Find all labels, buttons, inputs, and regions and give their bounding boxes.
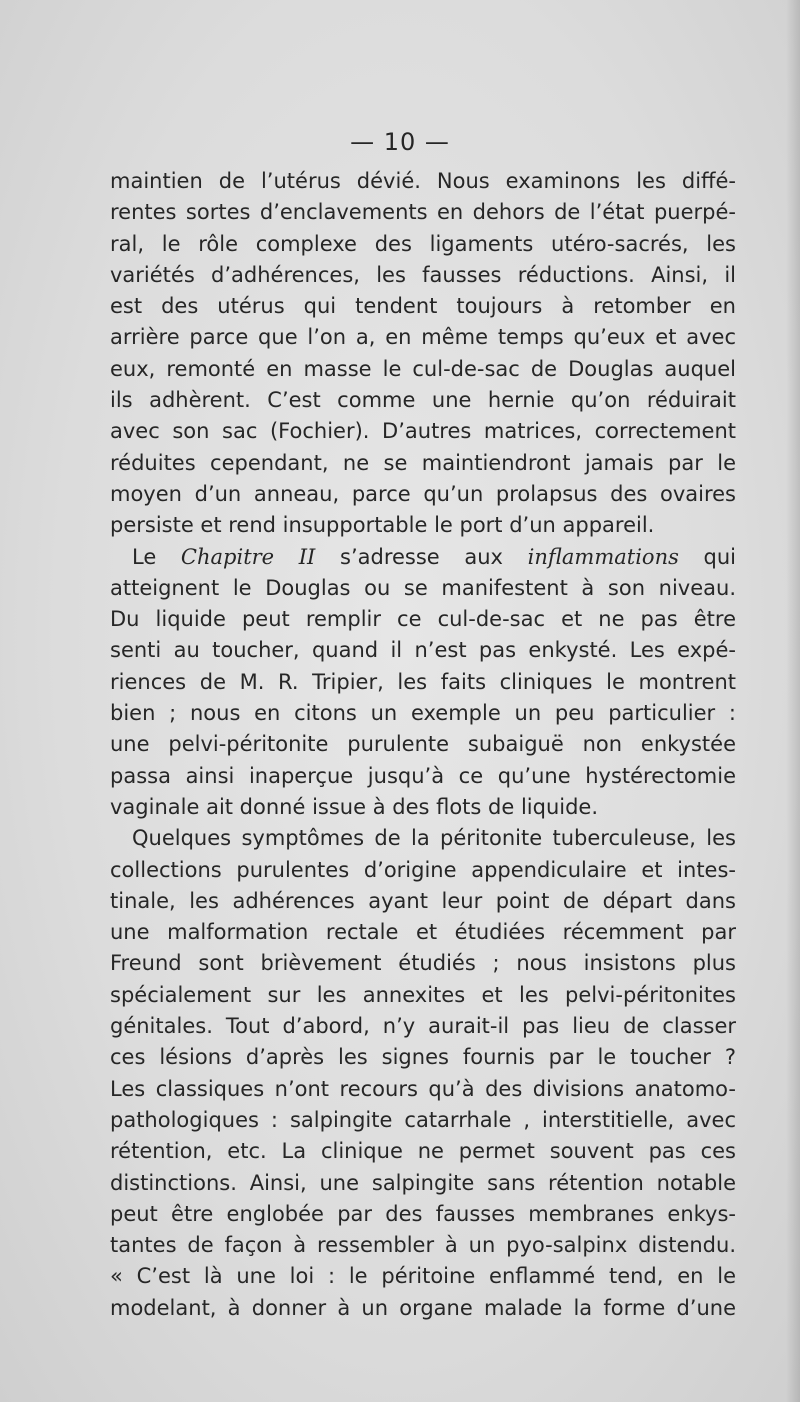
text-line: tinale, les adhérences ayant leur point de départ dans: [110, 888, 736, 913]
text-line: bien ; nous en citons un exemple un peu particulier :: [110, 701, 736, 726]
text-line: distinctions. Ainsi, une salpingite sans rétention notable: [110, 1170, 736, 1195]
text-line: atteignent le Douglas ou se manifestent à son niveau.: [110, 575, 736, 600]
page-number: — 10 —: [350, 128, 450, 156]
text-line: rentes sortes d’enclavements en dehors de l’état puerpé-: [110, 200, 736, 225]
text-line: rétention, etc. La clinique ne permet souvent pas ces: [110, 1139, 736, 1164]
text-line: modelant, à donner à un organe malade la forme d’une: [110, 1295, 736, 1320]
text-line: une pelvi-péritonite purulente subaiguë non enkystée: [110, 732, 736, 757]
text-line: persiste et rend insupportable le port d’un appareil.: [110, 513, 655, 538]
text-line: eux, remonté en masse le cul-de-sac de Douglas auquel: [110, 356, 736, 381]
text-line: ces lésions d’après les signes fournis par le toucher ?: [110, 1045, 736, 1070]
text-line: Les classiques n’ont recours qu’à des divisions anatomo-: [110, 1076, 736, 1101]
text-line: senti au toucher, quand il n’est pas enkysté. Les expé-: [110, 638, 736, 663]
text-line: moyen d’un anneau, parce qu’un prolapsus des ovaires: [110, 481, 736, 506]
text-line: avec son sac (Fochier). D’autres matrices, correctement: [110, 419, 736, 444]
text-line: réduites cependant, ne se maintiendront jamais par le: [110, 450, 736, 475]
text-line: Freund sont brièvement étudiés ; nous insistons plus: [110, 951, 736, 976]
text-line: génitales. Tout d’abord, n’y aurait-il pas lieu de classer: [110, 1014, 736, 1039]
text-line: une malformation rectale et étudiées récemment par: [110, 920, 736, 945]
topic-italic: inflammations: [527, 544, 679, 569]
text-line: variétés d’adhérences, les fausses réductions. Ainsi, il: [110, 262, 736, 287]
body-text: [110, 166, 736, 1324]
text-line: pathologiques : salpingite catarrhale , interstitielle, avec: [110, 1107, 736, 1132]
text-line: tantes de façon à ressembler à un pyo-salpinx distendu.: [110, 1233, 736, 1258]
chapter-title-italic: Chapitre II: [180, 544, 316, 569]
text-line: riences de M. R. Tripier, les faits cliniques le montrent: [110, 669, 736, 694]
text-line: est des utérus qui tendent toujours à retomber en: [110, 294, 736, 319]
text-run: s’adresse aux: [315, 544, 528, 569]
text-line: maintien de l’utérus dévié. Nous examinons les diffé-: [110, 169, 736, 193]
text-line: arrière parce que l’on a, en même temps qu’eux et avec: [110, 325, 736, 350]
text-line: peut être englobée par des fausses membranes enkys-: [110, 1201, 736, 1226]
text-line-chapter-ref: [110, 542, 736, 573]
text-line: passa ainsi inaperçue jusqu’à ce qu’une hystérectomie: [110, 763, 736, 788]
text-line: spécialement sur les annexites et les pelvi-péritonites: [110, 982, 736, 1007]
text-run: qui: [678, 544, 737, 569]
text-line: ils adhèrent. C’est comme une hernie qu’on réduirait: [110, 388, 736, 413]
text-line: Du liquide peut remplir ce cul-de-sac et ne pas être: [110, 607, 736, 632]
text-line: collections purulentes d’origine appendiculaire et intes-: [110, 857, 736, 882]
text-line: « C’est là une loi : le péritoine enflammé tend, en le: [110, 1264, 736, 1289]
text-line: ral, le rôle complexe des ligaments utéro-sacrés, les: [110, 231, 736, 256]
text-run: Le: [132, 544, 181, 569]
text-line: vaginale ait donné issue à des flots de liquide.: [110, 794, 599, 819]
page-edge-shadow: [786, 0, 800, 1402]
text-line: Quelques symptômes de la péritonite tuberculeuse, les: [132, 826, 736, 851]
